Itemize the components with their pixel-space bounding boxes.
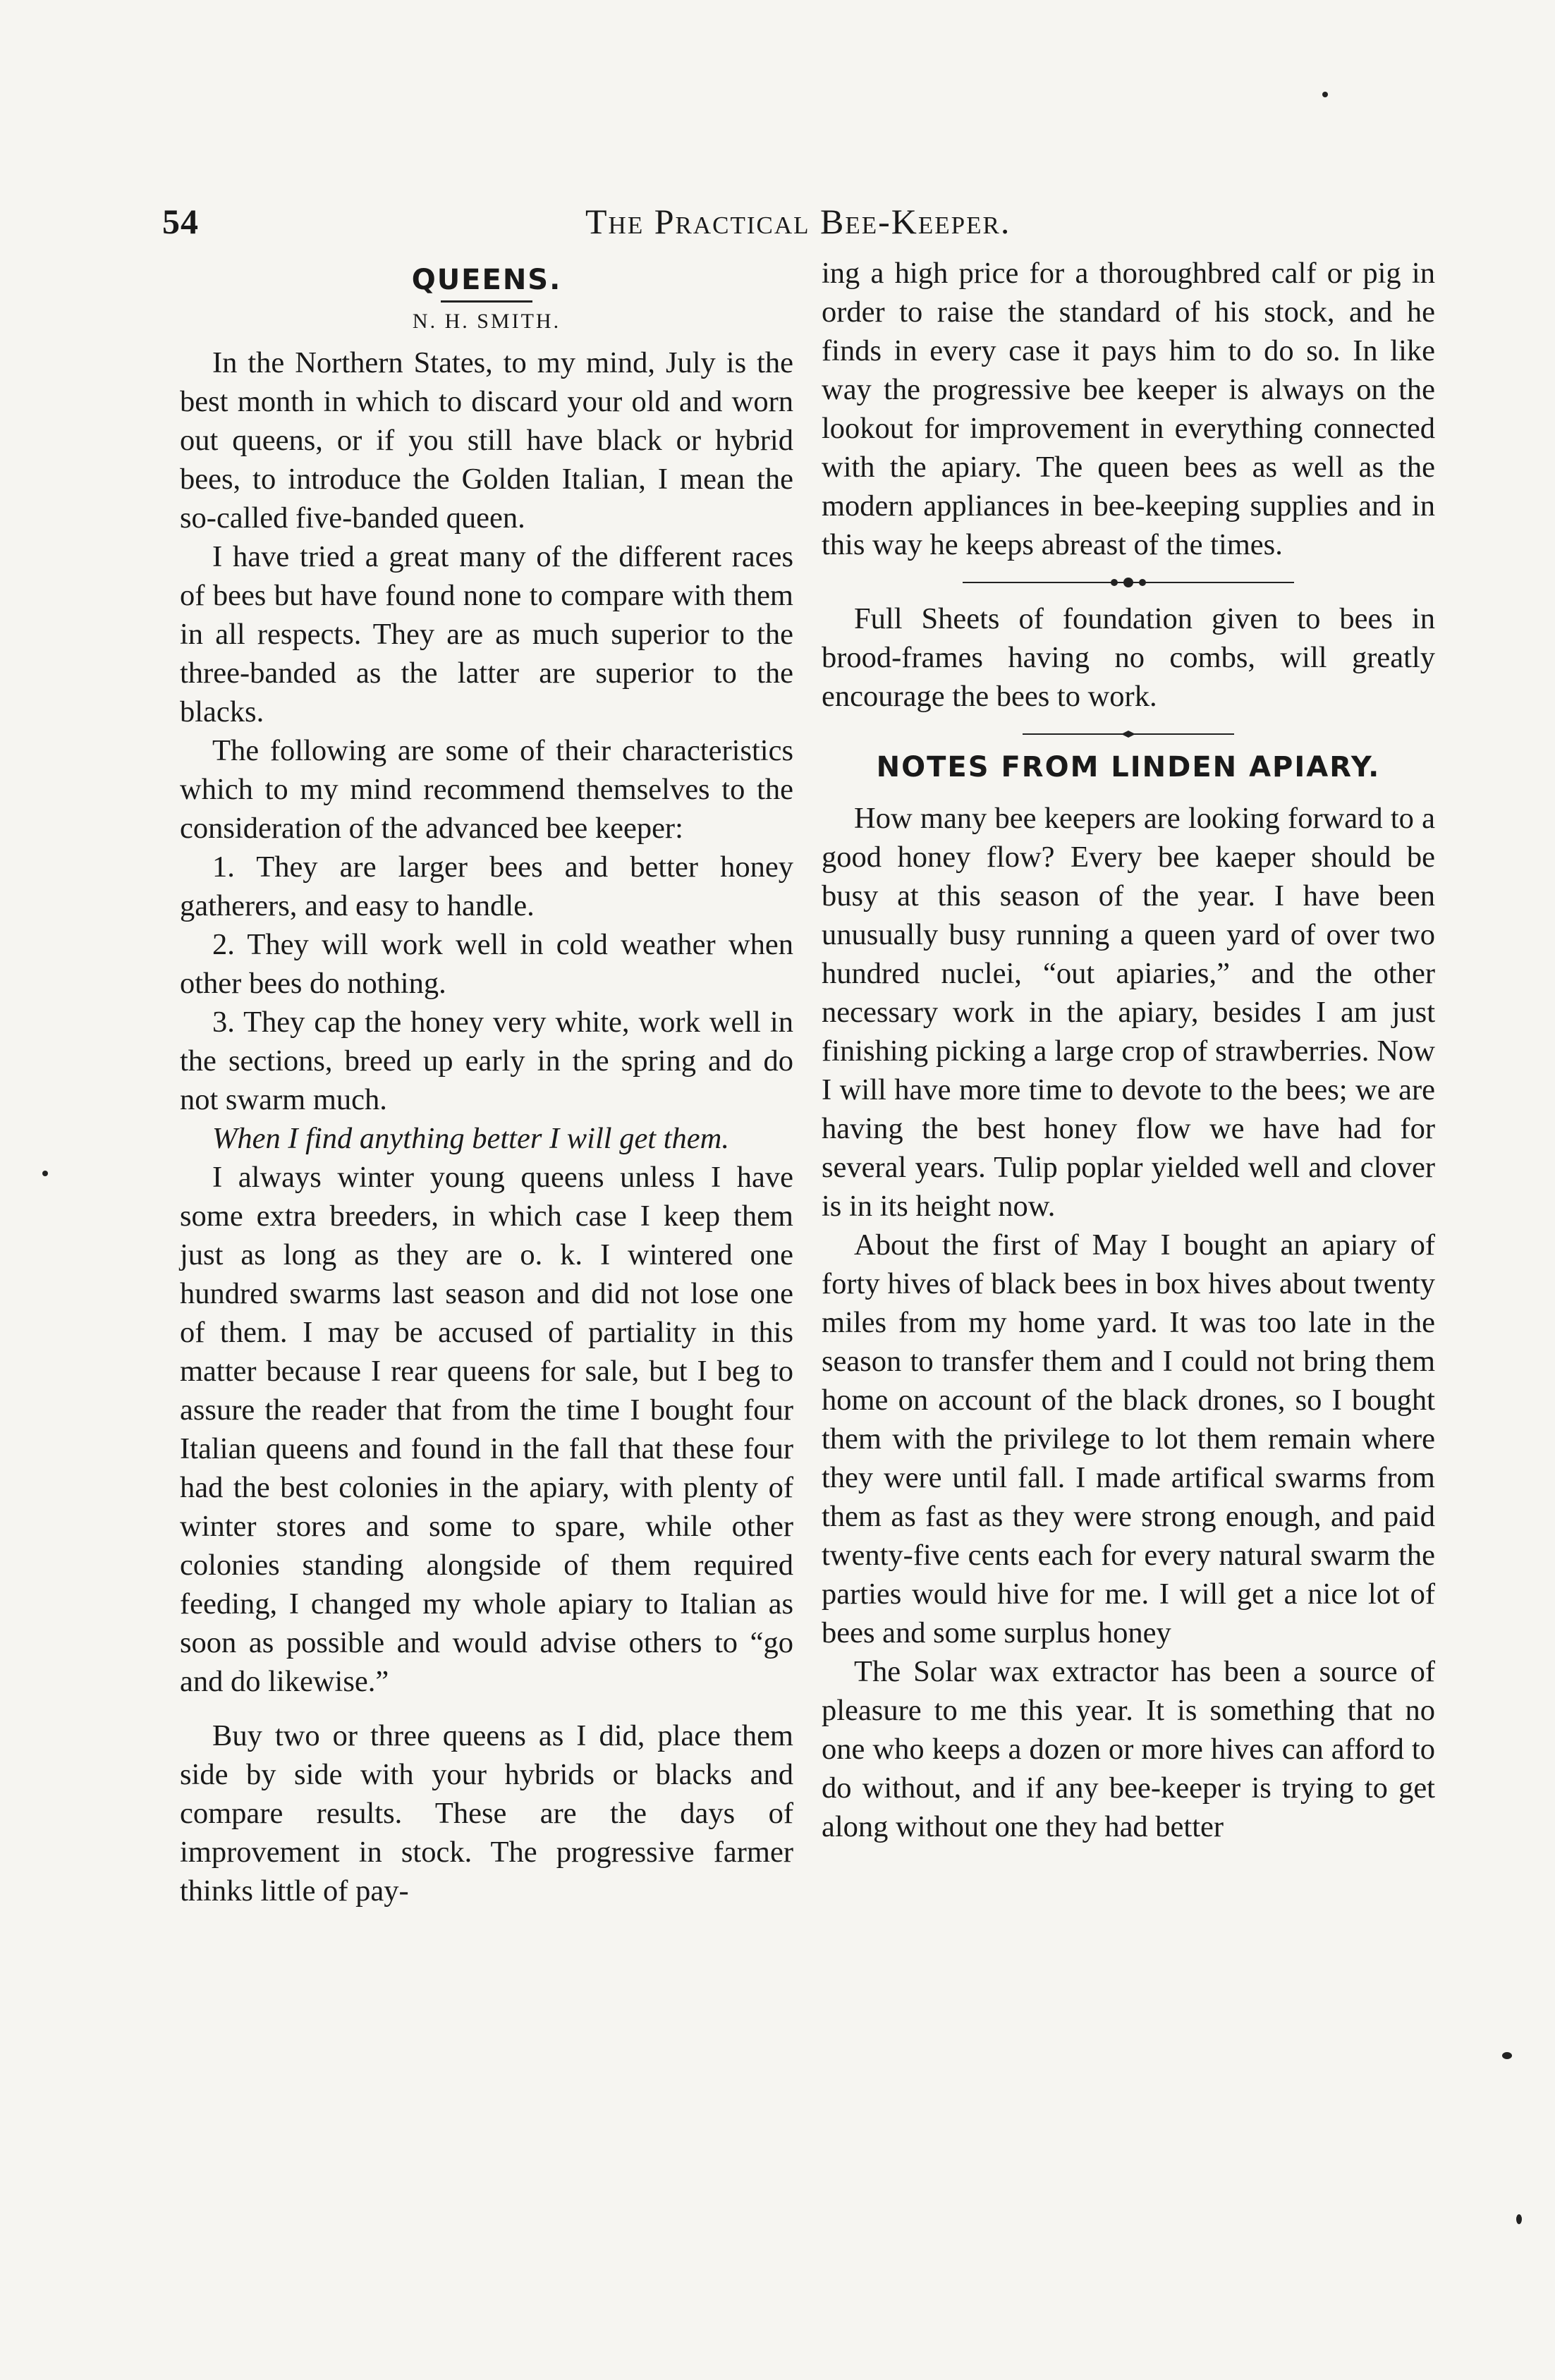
running-head <box>162 201 1410 250</box>
article-paragraph: I have tried a great many of the different races of bees but have found none to compare with them in all respects. They are as much superior to the three-banded as the latter are superior to the blacks. <box>180 540 793 728</box>
numbered-point: 1. They are larger bees and better honey gatherers, and easy to handle. <box>180 850 793 922</box>
ink-speck <box>1516 2214 1522 2224</box>
article-paragraph: Buy two or three queens as I did, place them side by side with your hybrids or blacks and compare results. These are the days of improvement in stock. The progressive farmer thinks little of pay- <box>180 1719 793 1908</box>
article-paragraph: The following are some of their characteristics which to my mind recommend themselves to the consideration of the advanced bee keeper: <box>180 734 793 845</box>
headline-rule <box>441 300 532 303</box>
ornamental-rule <box>822 728 1435 740</box>
article-paragraph: In the Northern States, to my mind, July is the best month in which to discard your old and worn out queens, or if you still have black or hybrid bees, to introduce the Golden Italian, I mean the so-called five-banded queen. <box>180 346 793 535</box>
article-headline-linden-apiary: NOTES FROM LINDEN APIARY. <box>876 751 1381 783</box>
left-column <box>180 254 793 1910</box>
note-paragraph: Full Sheets of foundation given to bees in brood-frames having no combs, will greatly encourage the bees to work. <box>822 602 1435 713</box>
article-byline: N. H. SMITH. <box>412 310 561 333</box>
journal-title: The Practical Bee-Keeper. <box>585 202 1011 241</box>
article-paragraph: How many bee keepers are looking forward to a good honey flow? Every bee kaeper should be busy at this season of the year. I have been unusually busy running a queen yard of over two hundred nuclei, “out apiaries,” and the other necessary work in the apiary, besides I am just finishing picking a large crop of strawberries. Now I will have more time to devote to the bees; we are having the best honey flow we have had for several years. Tulip poplar yielded well and clover is in its height now. <box>822 802 1435 1223</box>
numbered-point: 3. They cap the honey very white, work well in the sections, breed up early in the spring and do not swarm much. <box>180 1006 793 1116</box>
ink-speck <box>1322 92 1328 97</box>
numbered-point: 2. They will work well in cold weather when other bees do nothing. <box>180 928 793 1000</box>
ink-speck <box>1502 2052 1512 2059</box>
article-paragraph: I always winter young queens unless I have some extra breeders, in which case I keep them just as long as they are o. k. I wintered one hundred swarms last season and did not lose one of them. I may be accused of partiality in this matter because I rear queens for sale, but I beg to assure the reader that from the time I bought four Italian queens and found in the fall that these four had the best colonies in the apiary, with plenty of winter stores and some to spare, while other colonies standing alongside of them required feeding, I changed my whole apiary to Italian as soon as possible and would advise others to “go and do likewise.” <box>180 1161 793 1698</box>
article-headline-queens: QUEENS. <box>411 264 562 296</box>
ink-speck <box>42 1171 48 1176</box>
page-number: 54 <box>162 202 199 241</box>
ornamental-rule <box>822 577 1435 588</box>
article-paragraph: About the first of May I bought an apiary of forty hives of black bees in box hives about twenty miles from my home yard. It was too late in the season to transfer them and I could not bring them home on account of the black drones, so I bought them with the privilege to lot them remain where they were until fall. I made artifical swarms from them as fast as they were strong enough, and paid twenty-five cents each for every natural swarm the parties would hive for me. I will get a nice lot of bees and some surplus honey <box>822 1228 1435 1649</box>
continued-paragraph: ing a high price for a thoroughbred calf or pig in order to raise the standard of his stock, and he finds in every case it pays him to do so. In like way the progressive bee keeper is always on the lookout for improvement in everything connected with the apiary. The queen bees as well as the modern appliances in bee-keeping supplies and in this way he keeps abreast of the times. <box>822 257 1435 561</box>
article-paragraph: The Solar wax extractor has been a source of pleasure to me this year. It is something that no one who keeps a dozen or more hives can afford to do without, and if any bee-keeper is trying to get along without one they had better <box>822 1655 1435 1843</box>
article-paragraph: When I find anything better I will get them. <box>212 1122 729 1155</box>
right-column <box>822 254 1435 1846</box>
